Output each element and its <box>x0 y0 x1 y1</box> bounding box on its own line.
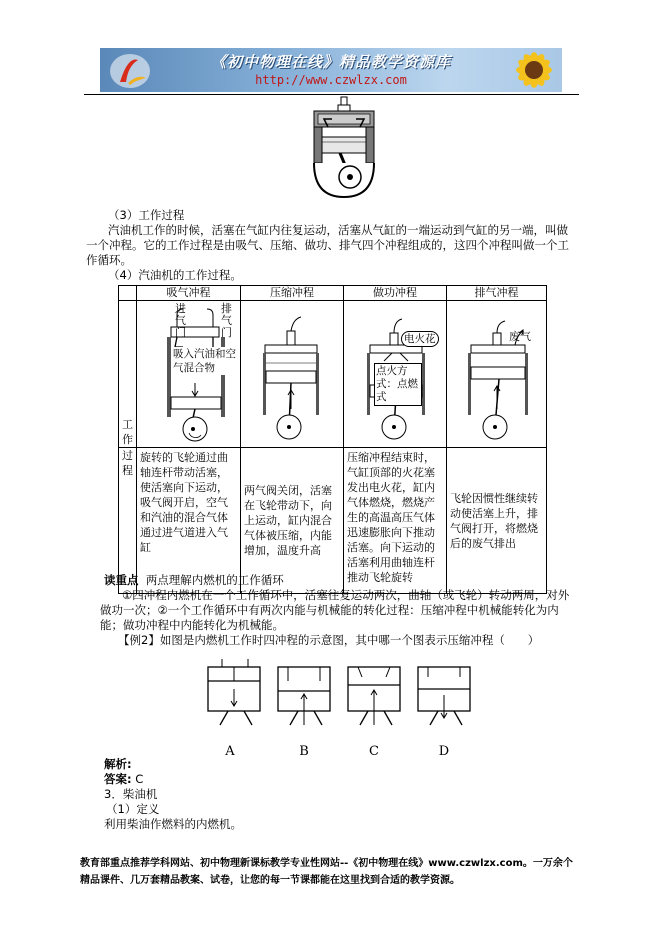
row-label-bottom: 过程 <box>119 448 137 594</box>
header-compression: 压缩冲程 <box>241 286 344 301</box>
desc-exhaust: 飞轮因惯性继续转动使活塞上升，排气阀打开，将燃烧后的废气排出 <box>447 448 547 594</box>
option-label-d: D <box>438 744 450 759</box>
stroke-process-table <box>118 285 547 594</box>
diesel-sub: （1）定义 <box>106 802 160 816</box>
diagram-exhaust <box>447 301 547 448</box>
answer-block <box>104 757 578 832</box>
engine-illustration <box>300 97 390 199</box>
key-point-label: 读重点 <box>104 573 139 587</box>
compression-diagram-svg <box>241 301 344 444</box>
header-divider <box>84 94 579 95</box>
section-4-heading: （4）汽油机的工作过程。 <box>108 268 242 282</box>
option-label-a: A <box>225 744 235 759</box>
desc-intake: 旋转的飞轮通过曲轴连杆带动活塞，使活塞向下运动，吸气阀开启，空气和汽油的混合气体通过进气道进入气缸 <box>137 448 241 594</box>
label-spark: 电火花 <box>401 331 439 347</box>
desc-compression: 两气阀关闭，活塞在飞轮带动下，向上运动，缸内混合气体被压缩，内能增加，温度升高 <box>241 448 344 594</box>
key-point <box>100 573 578 633</box>
diesel-text: 利用柴油作燃料的内燃机。 <box>104 817 242 831</box>
desc-power: 压缩冲程结束时，气缸顶部的火花塞发出电火花，缸内气体燃烧，燃烧产生的高温高压气体迅速膨胀向下推动活塞。向下运动的活塞利用曲轴连杆推动飞轮旋转 <box>344 448 447 594</box>
option-label-b: B <box>299 744 309 759</box>
section-3 <box>86 208 578 283</box>
row-label-top: 工作 <box>119 301 137 448</box>
label-intake-mix: 吸入汽油和空气混合物 <box>173 348 236 374</box>
key-point-text: ①四冲程内燃机在一个工作循环中，活塞往复运动两次，曲轴（或飞轮）转动两周，对外做功一次；②一个工作循环中有两次内能与机械能的转化过程：压缩冲程中机械能转化为内能；做功冲程中内能转化为机械能。 <box>100 588 570 632</box>
answer-value: C <box>135 772 144 786</box>
four-stroke-figure <box>200 655 480 760</box>
section-3-text: 汽油机工作的时候，活塞在气缸内往复运动，活塞从气缸的一端运动到气缸的另一端，叫做一个冲程。它的工作过程是由吸气、压缩、做功、排气四个冲程组成的，这四个冲程叫做一个工作循环。 <box>86 223 569 267</box>
answer-label: 答案: <box>104 772 132 786</box>
diagram-compression <box>241 301 344 448</box>
option-a-diagram <box>208 659 260 725</box>
analysis-label: 解析: <box>104 757 132 771</box>
option-b-diagram <box>278 667 330 725</box>
section-3-heading: （3）工作过程 <box>108 208 185 222</box>
option-c-diagram <box>348 667 400 725</box>
diagram-power <box>344 301 447 448</box>
banner-title: 《初中物理在线》精品教学资源库 <box>210 53 451 71</box>
banner-url[interactable]: http://www.czwlzx.com <box>255 73 407 87</box>
label-intake-valve: 进气门 <box>175 302 186 339</box>
option-d-diagram <box>418 667 470 725</box>
header-power: 做功冲程 <box>344 286 447 301</box>
label-waste-gas: 废气 <box>509 330 531 343</box>
option-label-c: C <box>369 744 379 759</box>
diesel-heading: 3．柴油机 <box>104 787 158 801</box>
header-exhaust: 排气冲程 <box>447 286 547 301</box>
diagram-intake <box>137 301 241 448</box>
header-intake: 吸气冲程 <box>137 286 241 301</box>
label-exhaust-valve: 排气门 <box>221 302 232 339</box>
example-question: 【例2】如图是内燃机工作时四冲程的示意图，其中哪一个图表示压缩冲程（ ） <box>118 633 540 647</box>
exhaust-diagram-svg <box>447 301 547 444</box>
label-ignition: 点火方式：点燃式 <box>374 363 422 406</box>
header-banner <box>100 48 562 92</box>
key-point-title: 两点理解内燃机的工作循环 <box>145 573 284 587</box>
footer-note: 教育部重点推荐学科网站、初中物理新课标教学专业性网站--《初中物理在线》www.czwlzx.com。一万余个精品课件、几万套精品教案、试卷，让您的每一节课都能在这里找到合适的教学资源。 <box>80 858 573 886</box>
